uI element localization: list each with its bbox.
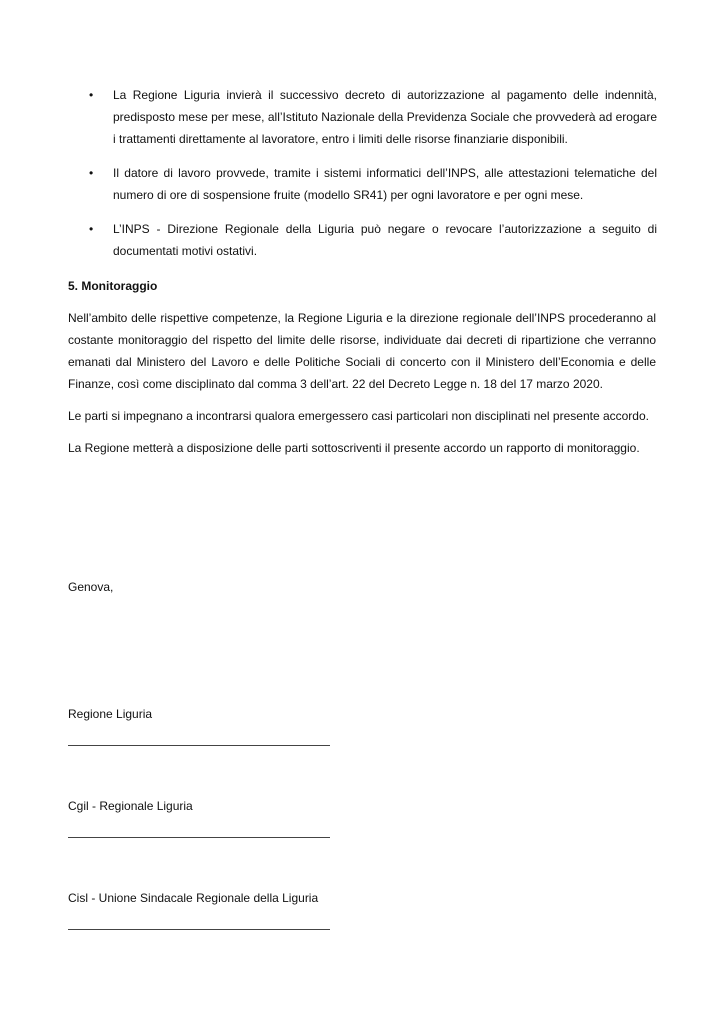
list-item: [89, 218, 657, 262]
monitoring-section: [68, 275, 656, 469]
signature-line: [68, 745, 330, 746]
bullet-list: [89, 84, 657, 274]
section-title: 5. Monitoraggio: [68, 279, 158, 293]
bullet-text: L’INPS - Direzione Regionale della Liguria può negare o revocare l’autorizzazione a seguito di documentati motivi ostativi.: [113, 222, 657, 258]
list-item: [89, 162, 657, 206]
bullet-icon: •: [89, 88, 94, 102]
place-line: Genova,: [68, 580, 114, 594]
bullet-icon: •: [89, 166, 94, 180]
signature-line: [68, 929, 330, 930]
paragraph: La Regione metterà a disposizione delle parti sottoscriventi il presente accordo un rapporto di monitoraggio.: [68, 441, 640, 455]
signatory-name: Cgil - Regionale Liguria: [68, 799, 193, 813]
signature-line: [68, 837, 330, 838]
paragraph: Nell’ambito delle rispettive competenze, la Regione Liguria e la direzione regionale dell’INPS procederanno al costante monitoraggio del rispetto del limite delle risorse, individuate dai decreti di ripartizione che verranno emanati dal Ministero del Lavoro e delle Politiche Sociali di concerto con il Ministero dell’Economia e delle Finanze, così come disciplinato dal comma 3 dell’art. 22 del Decreto Legge n. 18 del 17 marzo 2020.: [68, 311, 656, 391]
signatory-name: Regione Liguria: [68, 707, 153, 721]
bullet-text: La Regione Liguria invierà il successivo decreto di autorizzazione al pagamento delle indennità, predisposto mese per mese, all’Istituto Nazionale della Previdenza Sociale che provvederà ad erogare i trattamenti direttamente al lavoratore, entro i limiti delle risorse finanziarie disponibili.: [113, 88, 657, 146]
signatory-name: Cisl - Unione Sindacale Regionale della Liguria: [68, 891, 319, 905]
list-item: [89, 84, 657, 150]
signature-block: [68, 703, 330, 746]
signature-block: [68, 795, 330, 838]
paragraph: Le parti si impegnano a incontrarsi qualora emergessero casi particolari non disciplinati nel presente accordo.: [68, 409, 649, 423]
signature-block: [68, 887, 330, 930]
bullet-icon: •: [89, 222, 94, 236]
bullet-text: Il datore di lavoro provvede, tramite i sistemi informatici dell’INPS, alle attestazioni telematiche del numero di ore di sospensione fruite (modello SR41) per ogni lavoratore e per ogni mese.: [113, 166, 657, 202]
